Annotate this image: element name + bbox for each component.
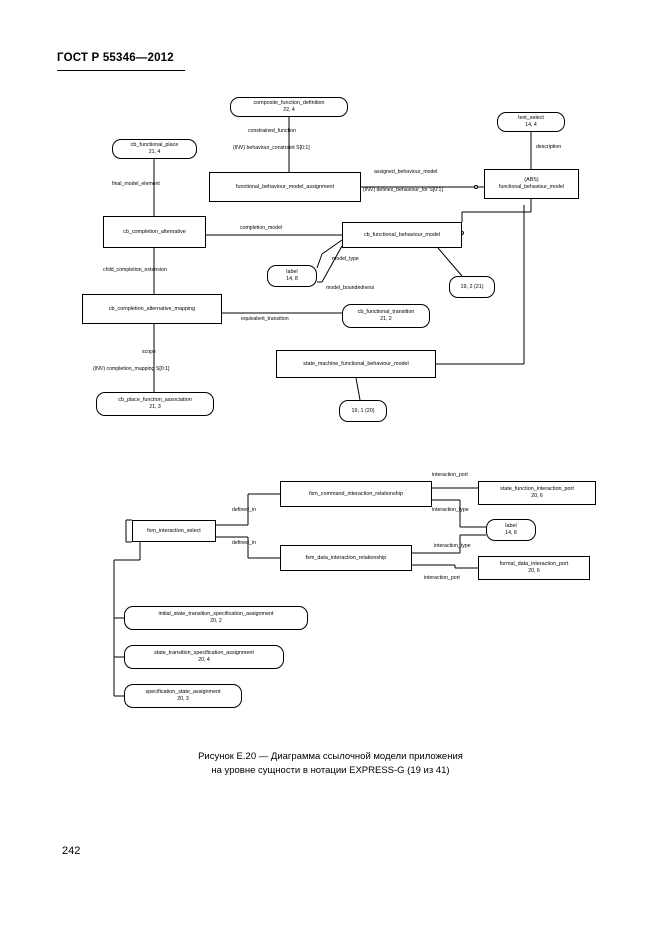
- edge-label-constrained-function: constrained_function: [248, 128, 296, 134]
- node-page-ref: 20, 3: [177, 696, 189, 702]
- node-cb-functional-behaviour-model[interactable]: [342, 222, 462, 248]
- node-label: functional_behaviour_model_assignment: [236, 183, 334, 190]
- edge-label-interaction-port-1: interaction_port: [432, 472, 468, 478]
- node-label: cb_functional_behaviour_model: [363, 231, 441, 238]
- edge-label-child-completion-extension: child_completion_extension: [103, 267, 167, 273]
- node-label: initial_state_transition_specification_assignment: [158, 611, 274, 617]
- node-label: 19, 2 (21): [460, 283, 484, 290]
- node-label: functional_behaviour_model: [499, 184, 564, 190]
- node-page-ref-19-2-21[interactable]: [449, 276, 495, 298]
- relationship-circle-marker-2: [474, 185, 478, 189]
- node-page-ref: 21, 4: [148, 149, 161, 155]
- node-page-ref: 20, 2: [210, 618, 222, 624]
- node-label: composite_function_definition: [253, 100, 325, 106]
- node-label: cb_completion_alternative: [123, 228, 186, 235]
- node-page-ref: 21, 3: [149, 404, 161, 410]
- node-formal-data-interaction-port[interactable]: [478, 556, 590, 580]
- node-page-ref: 14, 8: [286, 276, 298, 282]
- node-cb-completion-alternative-mapping[interactable]: [82, 294, 222, 324]
- node-page-ref: 14, 8: [505, 530, 517, 536]
- edge-label-interaction-type-1: interaction_type: [432, 507, 469, 513]
- node-state-function-interaction-port[interactable]: [478, 481, 596, 505]
- node-label: fsm_data_interaction_relationship: [305, 554, 387, 561]
- edge-label-model-boundedness: model_boundedness: [326, 285, 375, 291]
- node-text-select[interactable]: [497, 112, 565, 132]
- node-fsm-command-interaction-relationship[interactable]: [280, 481, 432, 507]
- node-label: label: [505, 523, 517, 529]
- node-functional-behaviour-model-assignment[interactable]: [209, 172, 361, 202]
- node-cb-functional-transition[interactable]: [342, 304, 430, 328]
- node-label: state_transition_specification_assignment: [154, 650, 254, 656]
- node-label: state_machine_functional_behaviour_model: [303, 360, 409, 367]
- edge-label-inv-defines-behaviour-for: (INV) defines_behaviour_for S[0:1]: [363, 187, 443, 193]
- caption-line-1: Рисунок Е.20 — Диаграмма ссылочной модели приложения: [198, 751, 463, 762]
- node-specification-state-assignment[interactable]: [124, 684, 242, 708]
- edge-label-scope: scope: [142, 349, 156, 355]
- node-label: cb_functional_transition: [357, 309, 415, 315]
- node-functional-behaviour-model[interactable]: [484, 169, 579, 199]
- edge-label-model-type: model_type: [332, 256, 359, 262]
- edge-label-defined-in-1: defined_in: [232, 507, 256, 513]
- edge-label-interaction-type-2: interaction_type: [434, 543, 471, 549]
- edge-label-final-model-element: final_model_element: [112, 181, 160, 187]
- node-cb-place-function-association[interactable]: [96, 392, 214, 416]
- node-label-14-8[interactable]: [267, 265, 317, 287]
- node-label: cb_functional_place: [130, 142, 179, 148]
- caption-line-2: на уровне сущности в нотации EXPRESS-G (19 из 41): [211, 765, 450, 776]
- edge-label-description: description: [536, 144, 562, 150]
- node-page-ref: 22, 4: [283, 107, 295, 113]
- standard-header: ГОСТ Р 55346—2012: [57, 52, 174, 64]
- node-page-ref-19-1-20[interactable]: [339, 400, 387, 422]
- node-page-ref: 14, 4: [525, 122, 537, 128]
- node-page-ref: 20, 6: [531, 493, 543, 499]
- figure-caption: [0, 750, 661, 778]
- node-label: cb_place_function_association: [118, 397, 192, 403]
- node-cb-functional-place[interactable]: [112, 139, 197, 159]
- node-label-14-8-second[interactable]: [486, 519, 536, 541]
- node-page-ref: 21, 2: [380, 316, 392, 322]
- node-label: specification_state_assignment: [145, 689, 221, 695]
- node-cb-completion-alternative[interactable]: [103, 216, 206, 248]
- node-label: fsm_interaction_select: [147, 527, 201, 534]
- page-number: 242: [62, 845, 81, 857]
- edge-label-inv-behaviour-constraint: (INV) behaviour_constraint S[0:1]: [233, 145, 310, 151]
- node-composite-function-definition[interactable]: [230, 97, 348, 117]
- node-state-machine-functional-behaviour-model[interactable]: [276, 350, 436, 378]
- node-initial-state-transition-specification-assignment[interactable]: [124, 606, 308, 630]
- node-label: label: [286, 269, 298, 275]
- node-label: cb_completion_alternative_mapping: [108, 305, 196, 312]
- node-page-ref: 20, 6: [528, 568, 540, 574]
- node-fsm-data-interaction-relationship[interactable]: [280, 545, 412, 571]
- node-label: formal_data_interaction_port: [499, 561, 569, 567]
- node-label: 19, 1 (20): [351, 407, 375, 414]
- edge-label-assigned-behaviour-model: assigned_behaviour_model: [374, 169, 438, 175]
- node-state-transition-specification-assignment[interactable]: [124, 645, 284, 669]
- node-label: text_select: [518, 115, 544, 121]
- edge-label-equivalent-transition: equivalent_transition: [241, 316, 289, 322]
- node-abstract-marker: (ABS): [524, 177, 539, 183]
- node-label: state_function_interaction_port: [500, 486, 574, 492]
- node-fsm-interaction-select[interactable]: [132, 520, 216, 542]
- node-page-ref: 20, 4: [198, 657, 210, 663]
- node-label: fsm_command_interaction_relationship: [309, 490, 403, 497]
- edge-label-completion-model: completion_model: [240, 225, 283, 231]
- edge-label-defined-in-2: defined_in: [232, 540, 256, 546]
- edge-label-inv-completion-mapping: (INV) completion_mapping S[0:1]: [93, 366, 170, 372]
- edge-label-interaction-port-2: interaction_port: [424, 575, 460, 581]
